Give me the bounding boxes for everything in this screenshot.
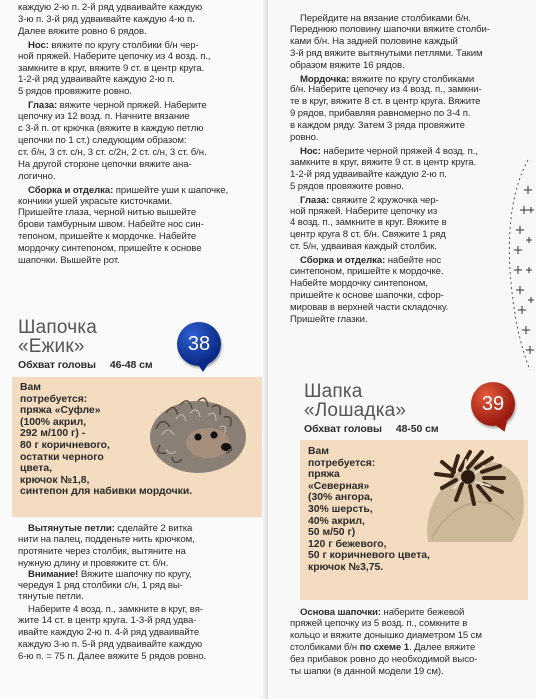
pattern-number-badge-38: 38 [177,322,221,366]
horse-hat-photo [418,446,526,556]
muzzle-paragraph: Мордочка: вяжите по кругу столбиками [300,73,475,85]
nose-paragraph-39: Нос: наберите черной пряжей 4 возд. п., [300,145,478,157]
nose-label: Нос: [28,39,49,51]
eyes-paragraph-39: Глаза: свяжите 2 кружочка чер- [300,194,439,206]
assembly-label-39: Сборка и отделка: [300,255,386,267]
right-text-top: Перейдите на вязание столбиками б/н. Переднюю половину шапочки вяжите столби- ками б/н. На задней половине каждый 3-й ряд вяжите вытянутыми петлями. Таким образом вяжите 16 рядов. Мордочка: вяжите по кругу столбиками б/н. Наберите цепочку из 4 возд. п., замкни- те в круг, вяжите 8 ст. в центр круга. Вяжите 9 рядов, прибавляя равномерно по 3-4 п. в каждом ряду. Затем 3 ряда провяжите ровно. Нос: наберите черной пряжей 4 возд. п., замкните в круг, вяжите 9 ст. в центр круга. 1-2-й ряд удваивайте каждую 2-ю п. 5 рядов провяжите ровно. Глаза: свяжите 2 кружочка чер- ной пряжей. Наберите цепочку из 4 возд. п., замкните в круг. Вяжите в центр круга 8 ст. б/н. Свяжите 1 ряд ст. 5/н, удваивая каждый столбик. Сборка и отделка: набейте нос синтепоном, пришейте к мордочке. Набейте мордочку синтепоном, пришейте к основе шапочки, сфор- мировав в верхней части складочку. Пришейте глазки. [290,14,524,327]
materials-list-39: Вам потребуется: пряжа «Северная» (30% ангора, 30% шерсть, 40% акрил, 50 м/50 г) 120 г бежевого, 50 г коричневого цвета, крючок №3,75. [308,446,430,573]
materials-box-38 [12,377,264,517]
eyes-label: Глаза: [28,100,58,112]
materials-box-39 [300,440,528,600]
base-label: Основа шапочки: [300,607,381,618]
loops-label: Вытянутые петли: [28,523,115,534]
base-paragraph: Основа шапочки: наберите бежевой [300,607,465,618]
attention-label: Внимание! [28,568,79,580]
outro-paragraph: Наберите 4 возд. п., замкните в круг, вя- [28,604,203,616]
intro-line: 3-ю п. 3-й ряд удваивайте каждую 4-ю п. [18,13,195,25]
loops-paragraph: Вытянутые петли: сделайте 2 витка [28,523,193,534]
project-title-39: Шапка «Лошадка» [304,381,407,421]
assembly-paragraph: Сборка и отделка: пришейте уши к шапочке, [28,184,229,196]
attention-paragraph: Внимание! Вяжите шапочку по кругу, [28,568,192,580]
scheme-reference: по схеме 1 [359,641,409,653]
intro-line: Далее вяжите ровно 6 рядов. [18,25,147,37]
badge-pointer-38 [197,363,209,372]
intro-line: каждую 2-ю п. 2-й ряд удваивайте каждую [18,2,203,13]
right-text-bottom: Основа шапочки: наберите бежевой пряжей цепочку из 5 возд. п., сомкните в кольцо и вяжите донышко диаметром 15 см столбиками б/н по схеме 1. Далее вяжите без прибавок ровно до необходимой высо- ты шапки (в данной модели 19 см). [290,608,526,678]
materials-list-38: Вам потребуется: пряжа «Суфле» (100% акрил, 292 м/100 г) - 80 г коричневого, остатки черного цвета, крючок №1,8, синтепон для набивки мордочки. [20,382,193,498]
left-text-bottom: Вытянутые петли: сделайте 2 витка нити на палец, подденьте нить крючком, протяните через столбик, вытяните на нужную длину и провяжите ст. б/н. Внимание! Вяжите шапочку по кругу, чередуя 1 ряд столбики с/н, 1 ряд вы- тянутые петли. Наберите 4 возд. п., замкните в круг, вя- жите 14 ст. в центр круга. 1-3-й ряд удва- ивайте каждую 2-ю п. 4-й ряд удваивайте каждую 3-ю п. 5-й ряд удваивайте каждую 6-ю п. = 75 п. Далее вяжите 5 рядов ровно. [18,524,258,664]
eyes-label-39: Глаза: [300,194,330,206]
pattern-number-badge-39: 39 [471,382,515,426]
assembly-label: Сборка и отделка: [28,184,114,196]
assembly-paragraph-39: Сборка и отделка: набейте нос [300,255,442,267]
nose-label-39: Нос: [300,145,321,157]
head-measure-38: Обхват головы 46-48 см [18,359,153,371]
head-measure-39: Обхват головы 48-50 см [304,423,439,435]
muzzle-label: Мордочка: [300,73,350,85]
project-title-38: Шапочка «Ежик» [18,317,98,357]
eyes-paragraph: Глаза: вяжите черной пряжей. Наберите [28,100,207,112]
eyes-block-39: Глаза: свяжите 2 кружочка чер- ной пряжей. Наберите цепочку из 4 возд. п., замкните в круг. Вяжите в центр круга 8 ст. б/н. Свяжите 1 ряд ст. 5/н, удваивая каждый столбик. Сборка и отделка: набейте нос синтепоном, пришейте к мордочке. Набейте мордочку синтепоном, пришейте к основе шапочки, сфор- мировав в верхней части складочку. Пришейте глазки. [290,196,490,326]
right-page [268,0,536,699]
nose-paragraph: Нос: вяжите по кругу столбики б/н чер- [28,39,199,51]
hedgehog-hat-photo [142,387,254,477]
left-text-top: каждую 2-ю п. 2-й ряд удваивайте каждую 3-ю п. 3-й ряд удваивайте каждую 4-ю п. Далее вяжите ровно 6 рядов. Нос: вяжите по кругу столбики б/н чер- ной пряжей. Наберите цепочку из 4 возд. п., замкните в круг, вяжите 9 ст. в центр круга. 1-2-й ряд удваивайте каждую 2-ю п. 5 рядов провяжите ровно. Глаза: вяжите черной пряжей. Наберите цепочку из 12 возд. п. Начните вязание с 3-й п. от крючка (вяжите в каждую петлю цепочки по 1 ст.) следующим образом: ст. б/н, 3 ст. с/н, 3 ст. с/2н, 2 ст. с/н, 3 ст. б/н. На другой стороне цепочки вяжите ана- логично. Сборка и отделка: пришейте уши к шапочке, кончики ушей украсьте кисточками. Пришейте глаза, черной нитью вышейте брови тамбурным швом. Набейте нос син- тепоном, пришейте к мордочке. Набейте мордочку синтепоном, пришейте к основе шапочки. Вышейте рот. [18,3,258,268]
